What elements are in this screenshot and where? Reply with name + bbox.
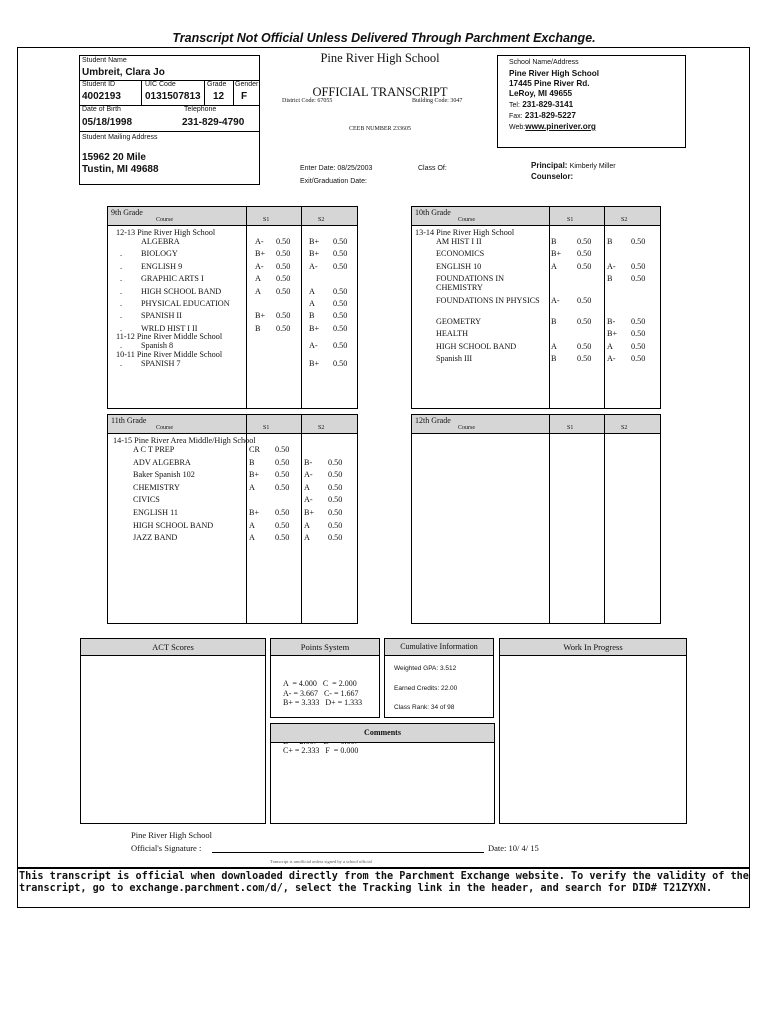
s2-grade: B- [607, 317, 616, 326]
earned-credits: Earned Credits: 22.00 [394, 685, 458, 692]
s1-credit: 0.50 [275, 520, 290, 530]
points-system-title: Points System [271, 639, 379, 656]
s2-credit: 0.50 [631, 317, 646, 326]
s2-grade: B+ [607, 329, 618, 339]
course-name: CIVICS [133, 495, 160, 505]
s2-credit: 0.50 [631, 341, 646, 351]
s1-credit: 0.50 [577, 317, 592, 326]
signature-note: Transcript is unofficial unless signed by a school official [270, 859, 372, 864]
course-name: ALGEBRA [141, 237, 180, 246]
s1-grade: B [551, 354, 557, 364]
s1-grade: A [255, 274, 261, 284]
s2-grade: B+ [309, 237, 320, 246]
signature-date: Date: 10/ 4/ 15 [488, 843, 539, 853]
footer-divider [17, 867, 749, 869]
s2-grade: B+ [309, 323, 320, 333]
s2-grade: B [607, 237, 613, 246]
s1-credit: 0.50 [275, 508, 290, 517]
exit-date: Exit/Graduation Date: [300, 178, 367, 185]
s2-credit: 0.50 [328, 495, 343, 505]
official-transcript-title: OFFICIAL TRANSCRIPT [312, 85, 448, 99]
course-name: GRAPHIC ARTS I [141, 274, 204, 284]
district-code: District Code: 67055 [282, 98, 333, 104]
student-id-label: Student ID [82, 81, 116, 88]
s1-credit: 0.50 [275, 457, 290, 467]
course-col-label: Course [156, 217, 173, 223]
school-box-label: School Name/Address [509, 59, 579, 66]
s2-credit: 0.50 [333, 311, 348, 321]
s2-credit: 0.50 [631, 261, 646, 271]
points-system-box [270, 638, 380, 756]
s2-grade: B [607, 274, 613, 284]
s2-credit: 0.50 [333, 323, 348, 333]
s2-credit: 0.50 [333, 261, 348, 271]
parchment-banner: Transcript Not Official Unless Delivered Through Parchment Exchange. [172, 31, 596, 45]
s2-grade: A- [304, 495, 313, 505]
counselor-label: Counselor: [531, 172, 574, 181]
s2-credit: 0.50 [333, 299, 348, 308]
address-line2: Tustin, MI 49688 [82, 164, 159, 175]
school-web-link[interactable]: www.pineriver.org [525, 122, 596, 132]
comments-title: Comments [271, 724, 494, 743]
dob-label: Date of Birth [82, 106, 121, 113]
uic-label: UIC Code [145, 81, 176, 88]
s1-credit: 0.50 [577, 341, 592, 351]
s2-grade: A [304, 482, 310, 492]
s1-grade: A [551, 261, 557, 271]
course-name: HEALTH [436, 329, 468, 339]
s2-grade: A- [309, 341, 318, 351]
s2-credit: 0.50 [333, 237, 348, 246]
work-in-progress-title: Work In Progress [500, 639, 686, 656]
class-rank: Class Rank: 34 of 98 [394, 704, 455, 711]
s1-grade: B+ [551, 249, 562, 259]
course-name: CHEMISTRY [133, 482, 180, 492]
s2-grade: A [309, 299, 315, 308]
cumulative-title: Cumulative Information [385, 639, 493, 656]
s1-credit: 0.50 [276, 274, 291, 284]
course-col-label: Course [458, 425, 475, 431]
cumulative-box [384, 638, 494, 718]
work-in-progress-box [499, 638, 687, 824]
signature-school: Pine River High School [131, 830, 212, 840]
s2-grade: B+ [304, 508, 315, 517]
school-heading: 13-14 Pine River High School [415, 228, 515, 237]
signature-label: Official's Signature : [131, 843, 202, 853]
class-of: Class Of: [418, 165, 447, 172]
course-name: SPANISH 7 [141, 358, 181, 368]
ceeb-number: CEEB NUMBER 233605 [348, 126, 411, 132]
student-gender: F [241, 91, 248, 102]
row-bullet: . [120, 323, 123, 333]
s1-credit: 0.50 [577, 354, 592, 364]
s1-credit: 0.50 [276, 323, 291, 333]
date-of-birth: 05/18/1998 [82, 117, 133, 128]
course-name: SPANISH II [141, 311, 182, 321]
student-name: Umbreit, Clara Jo [82, 67, 165, 78]
s1-grade: A- [255, 237, 264, 246]
course-name: GEOMETRY [436, 317, 482, 326]
s1-credit: 0.50 [276, 286, 291, 296]
s2-col-label: S2 [621, 425, 628, 431]
grade-label: Grade [207, 81, 227, 88]
s1-credit: 0.50 [275, 470, 290, 480]
course-name: JAZZ BAND [133, 533, 178, 543]
s2-credit: 0.50 [328, 482, 343, 492]
s1-grade: A- [255, 261, 264, 271]
s2-grade: A [309, 286, 315, 296]
row-bullet: . [120, 341, 123, 351]
course-name: HIGH SCHOOL BAND [436, 341, 517, 351]
s1-grade: B+ [249, 470, 260, 480]
course-name: PHYSICAL EDUCATION [141, 299, 230, 308]
s1-credit: 0.50 [276, 237, 291, 246]
row-bullet: . [120, 299, 123, 308]
s2-credit: 0.50 [328, 457, 343, 467]
grade-9-title: 9th Grade [111, 208, 143, 217]
s1-credit: 0.50 [275, 482, 290, 492]
uic-code: 0131507813 [145, 91, 201, 102]
row-bullet: . [120, 249, 123, 259]
course-name: AM HIST I II [436, 237, 482, 246]
course-name: A C T PREP [133, 445, 175, 454]
course-name: ENGLISH 9 [141, 261, 183, 271]
mailing-address-label: Student Mailing Address [82, 134, 158, 141]
school-address-box [497, 55, 686, 148]
school-fax: Fax: 231-829-5227 [509, 110, 576, 120]
act-scores-title: ACT Scores [81, 639, 265, 656]
school-heading: 14-15 Pine River Area Middle/High School [113, 436, 256, 445]
s1-credit: 0.50 [276, 261, 291, 271]
course-name: WRLD HIST I II [141, 323, 198, 333]
s1-col-label: S1 [567, 217, 574, 223]
s2-col-label: S2 [621, 217, 628, 223]
s1-grade: B+ [249, 508, 260, 517]
enter-date: Enter Date: 08/25/2003 [300, 165, 373, 172]
s2-grade: A- [309, 261, 318, 271]
school-web: Web:www.pineriver.org [509, 122, 596, 132]
s1-grade: B [551, 237, 557, 246]
grade-12-box [411, 414, 661, 624]
address-line1: 15962 20 Mile [82, 152, 146, 163]
s1-grade: B+ [255, 311, 266, 321]
s2-credit: 0.50 [333, 249, 348, 259]
course-col-label: Course [458, 217, 475, 223]
course-name: HIGH SCHOOL BAND [133, 520, 214, 530]
school-heading: 12-13 Pine River High School [116, 228, 216, 237]
s2-credit: 0.50 [333, 286, 348, 296]
student-id: 4002193 [82, 91, 121, 102]
building-code: Building Code: 3047 [412, 98, 463, 104]
comments-box [270, 723, 495, 824]
s2-grade: A [304, 533, 310, 543]
school-name-header: Pine River High School [320, 51, 440, 65]
course-name: BIOLOGY [141, 249, 178, 259]
course-name: ECONOMICS [436, 249, 485, 259]
school-box-name: Pine River High School [509, 69, 600, 78]
school-heading: 11-12 Pine River Middle School [116, 332, 223, 342]
s2-credit: 0.50 [631, 354, 646, 364]
s2-col-label: S2 [318, 425, 325, 431]
course-name: Spanish III [436, 354, 473, 364]
s2-grade: A- [607, 354, 616, 364]
s2-credit: 0.50 [328, 533, 343, 543]
school-box-city: LeRoy, MI 49655 [509, 89, 573, 99]
s2-credit: 0.50 [631, 237, 646, 246]
grade-10-box [411, 206, 661, 409]
s1-credit: 0.50 [577, 249, 592, 259]
grade-9-box [107, 206, 358, 409]
row-bullet: . [120, 261, 123, 271]
s2-credit: 0.50 [328, 520, 343, 530]
s1-grade: B [255, 323, 261, 333]
gender-label: Gender [235, 81, 259, 88]
s1-grade: A [249, 482, 255, 492]
s1-grade: A [249, 533, 255, 543]
course-name: ADV ALGEBRA [133, 457, 191, 467]
s1-grade: B [249, 457, 255, 467]
s2-col-label: S2 [318, 217, 325, 223]
s1-grade: A [255, 286, 261, 296]
grade-11-box [107, 414, 358, 624]
s1-col-label: S1 [567, 425, 574, 431]
s1-col-label: S1 [263, 217, 270, 223]
course-col-label: Course [156, 425, 173, 431]
s1-grade: CR [249, 445, 260, 454]
s1-credit: 0.50 [577, 295, 592, 305]
s1-grade: B [551, 317, 557, 326]
course-name: Spanish 8 [141, 341, 174, 351]
weighted-gpa: Weighted GPA: 3.512 [394, 665, 457, 672]
course-name: FOUNDATIONS IN CHEMISTRY [436, 274, 505, 293]
s2-credit: 0.50 [631, 274, 646, 284]
grade-10-title: 10th Grade [415, 208, 451, 217]
s2-grade: A [607, 341, 613, 351]
grade-11-title: 11th Grade [111, 416, 147, 425]
student-grade: 12 [213, 91, 225, 102]
row-bullet: . [120, 311, 123, 321]
s2-credit: 0.50 [328, 470, 343, 480]
s2-credit: 0.50 [333, 358, 348, 368]
s1-grade: B+ [255, 249, 266, 259]
school-tel: Tel: 231-829-3141 [509, 99, 574, 109]
course-name: ENGLISH 10 [436, 261, 482, 271]
student-name-label: Student Name [82, 57, 127, 64]
s2-grade: A [304, 520, 310, 530]
s2-grade: B- [304, 457, 313, 467]
principal-line: Principal: Kimberly Miller [531, 161, 616, 170]
s2-grade: B+ [309, 249, 320, 259]
row-bullet: . [120, 286, 123, 296]
student-info-box [79, 55, 260, 185]
s1-credit: 0.50 [276, 249, 291, 259]
s1-grade: A [551, 341, 557, 351]
telephone-label: Telephone [184, 106, 217, 113]
course-name: FOUNDATIONS IN PHYSICS [436, 295, 540, 305]
s1-credit: 0.50 [577, 237, 592, 246]
s1-grade: A- [551, 295, 560, 305]
s2-grade: A- [304, 470, 313, 480]
course-name: ENGLISH 11 [133, 508, 178, 517]
s2-credit: 0.50 [333, 341, 348, 351]
s1-credit: 0.50 [275, 533, 290, 543]
grade-12-title: 12th Grade [415, 416, 451, 425]
s1-credit: 0.50 [276, 311, 291, 321]
s1-grade: A [249, 520, 255, 530]
row-bullet: . [120, 358, 123, 368]
school-heading: 10-11 Pine River Middle School [116, 349, 223, 359]
course-name: HIGH SCHOOL BAND [141, 286, 222, 296]
school-box-street: 17445 Pine River Rd. [509, 79, 590, 89]
s2-grade: A- [607, 261, 616, 271]
s1-col-label: S1 [263, 425, 270, 431]
s2-credit: 0.50 [631, 329, 646, 339]
act-scores-box [80, 638, 266, 824]
parchment-verification-notice: This transcript is official when downloaded directly from the Parchment Exchange website. To verify the validity of the transcript, go to exchange.parchment.com/d/, select the Tracking link in the header, and search for DID# T21ZYXN. [19, 871, 749, 894]
s2-credit: 0.50 [328, 508, 343, 517]
row-bullet: . [120, 274, 123, 284]
signature-line[interactable] [212, 852, 484, 853]
s1-credit: 0.50 [577, 261, 592, 271]
s2-grade: B [309, 311, 315, 321]
s1-credit: 0.50 [275, 445, 290, 454]
points-system-list: A = 4.000 C = 2.000 A- = 3.667 C- = 1.667 B+ = 3.333 D+ = 1.333 C+ = 2.333 F = 0.000 [283, 679, 363, 756]
student-telephone: 231-829-4790 [182, 117, 245, 128]
s2-grade: B+ [309, 358, 320, 368]
course-name: Baker Spanish 102 [133, 470, 195, 480]
